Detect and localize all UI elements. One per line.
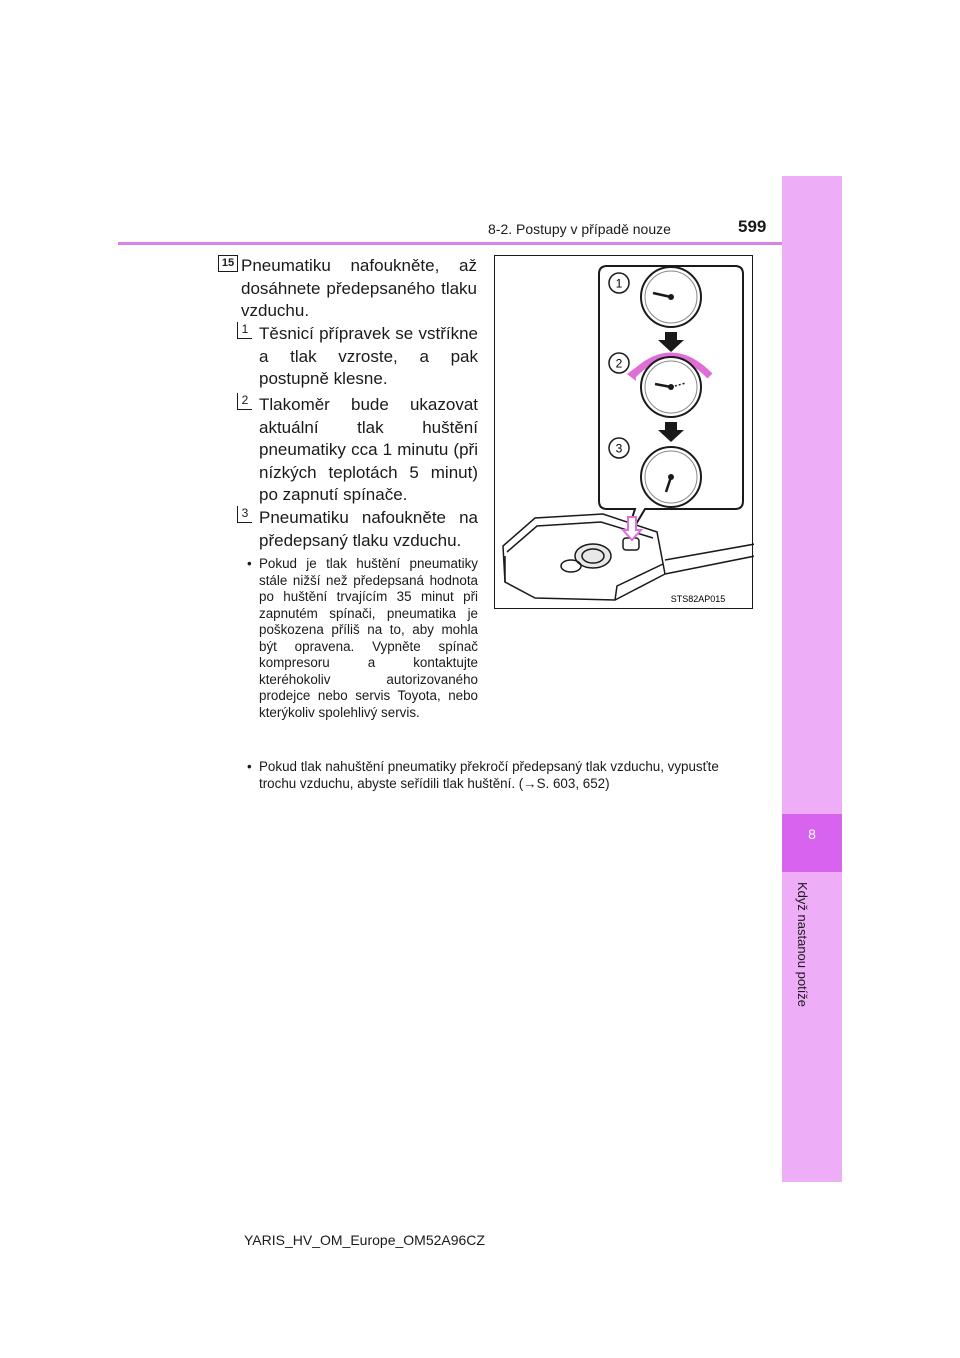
callout-2: 2 <box>615 356 623 371</box>
arrow-down-icon <box>658 422 684 442</box>
substep-number: 1 <box>237 322 252 339</box>
substep-number: 3 <box>237 506 252 523</box>
chapter-side-tab <box>782 176 842 1182</box>
chapter-title: Když nastanou potíže <box>795 882 810 1008</box>
note-bullet-text: Pokud tlak nahuštění pneumatiky překročí předepsaný tlak vzduchu, vypusťte trochu vzduchu, abyste seřídili tlak huštění. (→S. 603, 652) <box>259 759 719 791</box>
pressure-gauge-2 <box>627 356 710 417</box>
pressure-gauge-3 <box>641 447 701 507</box>
section-title: 8-2. Postupy v případě nouze <box>488 221 671 237</box>
substep-text: Tlakoměr bude ukazovat aktuální tlak huštění pneumatiky cca 1 minutu (při nízkých teplotách 5 minut) po zapnutí spínače. <box>259 395 478 504</box>
header-rule <box>118 242 782 245</box>
substep-text: Pneumatiku nafoukněte na předepsaný tlaku vzduchu. <box>259 508 478 550</box>
page-number: 599 <box>738 217 767 236</box>
document-id: YARIS_HV_OM_Europe_OM52A96CZ <box>244 1232 485 1248</box>
step-text: Pneumatiku nafoukněte, až dosáhnete předepsaného tlaku vzduchu. <box>241 256 477 320</box>
note-bullet: • Pokud je tlak huštění pneumatiky stále nižší než předepsaná hodnota po huštění trvajícím 35 minut při zapnutém spínači, pneumatika je poškozena příliš na to, aby mohla být opravena. Vypněte spínač kompresoru a kontaktujte kteréhokoliv autorizovaného prodejce nebo servis Toyota, nebo kterýkoliv spolehlivý servis. <box>247 556 478 720</box>
chapter-number-box <box>782 814 842 872</box>
substep-text: Těsnicí přípravek se vstříkne a tlak vzroste, a pak postupně klesne. <box>259 324 478 388</box>
figure-code: STS82AP015 <box>670 594 726 604</box>
chapter-number: 8 <box>808 826 816 842</box>
step-number-badge: 15 <box>218 255 238 272</box>
note-bullet-text: Pokud je tlak huštění pneumatiky stále nižší než předepsaná hodnota po huštění trvajícím 35 minut při zapnutém spínači, pneumatika je poškozena příliš na to, aby mohla být opravena. Vypněte spínač kompresoru a kontaktujte kteréhokoliv autorizovaného prodejce nebo servis Toyota, nebo kterýkoliv spolehlivý servis. <box>259 556 478 720</box>
pressure-gauge-1 <box>641 267 701 327</box>
substep-number: 2 <box>237 393 252 410</box>
arrow-down-icon <box>658 332 684 352</box>
note-bullet: • Pokud tlak nahuštění pneumatiky překročí předepsaný tlak vzduchu, vypusťte trochu vzduchu, abyste seřídili tlak huštění. (→S. 603, 652) <box>247 759 719 791</box>
compressor-gauge-illustration <box>494 255 753 609</box>
callout-3: 3 <box>615 441 623 456</box>
callout-1: 1 <box>615 276 623 291</box>
